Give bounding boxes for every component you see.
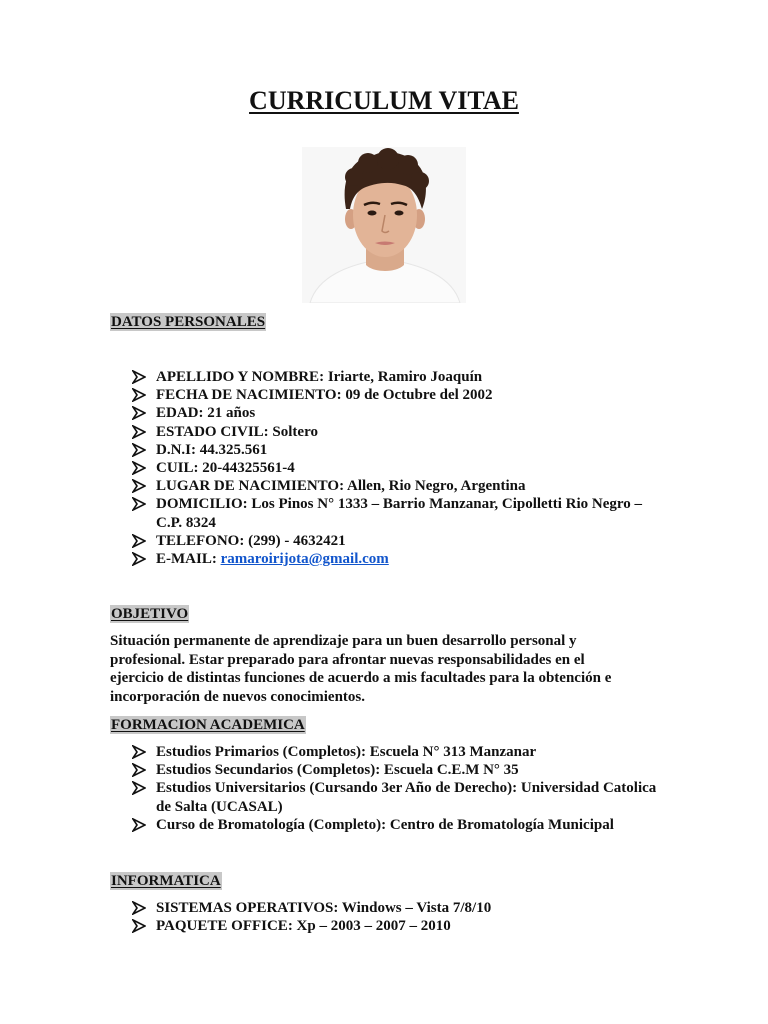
field-value: 44.325.561: [199, 441, 268, 458]
profile-photo: [302, 147, 466, 303]
list-item: [130, 423, 670, 441]
arrow-bullet-icon: [132, 901, 146, 915]
field-label: FECHA DE NACIMIENTO:: [156, 387, 342, 404]
field-label: DOMICILIO:: [156, 496, 248, 513]
arrow-bullet-icon: [132, 406, 146, 420]
field-label: CUIL:: [156, 460, 199, 477]
field-value: Soltero: [272, 423, 318, 440]
list-item: [130, 477, 670, 495]
list-item: [130, 761, 670, 779]
list-item: [130, 386, 670, 404]
education-item: Curso de Bromatología (Completo): Centro de Bromatología Municipal: [156, 816, 614, 833]
computing-item: PAQUETE OFFICE: Xp – 2003 – 2007 – 2010: [156, 918, 451, 935]
field-label: APELLIDO Y NOMBRE:: [156, 369, 325, 385]
section-heading-objetivo: OBJETIVO: [111, 606, 189, 622]
list-item: [130, 368, 670, 386]
field-label: LUGAR DE NACIMIENTO:: [156, 478, 345, 495]
section-heading-datos-personales: DATOS PERSONALES: [111, 314, 266, 330]
list-item: [130, 779, 670, 815]
section-heading-formacion-academica: FORMACION ACADEMICA: [111, 717, 305, 733]
list-item: [130, 743, 670, 761]
list-item: [130, 404, 670, 422]
computing-list: [130, 899, 670, 935]
list-item: [130, 899, 670, 917]
arrow-bullet-icon: [132, 818, 146, 832]
list-item: [130, 459, 670, 477]
arrow-bullet-icon: [132, 534, 146, 548]
arrow-bullet-icon: [132, 479, 146, 493]
list-item: [130, 532, 670, 550]
arrow-bullet-icon: [132, 425, 146, 439]
email-link[interactable]: ramaroirijota@gmail.com: [220, 551, 389, 568]
field-value: (299) - 4632421: [248, 532, 346, 549]
arrow-bullet-icon: [132, 461, 146, 475]
field-value: 09 de Octubre del 2002: [345, 387, 493, 404]
objective-paragraph: Situación permanente de aprendizaje para un buen desarrollo personal y profesional. Estar preparado para afrontar nuevas responsabilidades en el ejercicio de distintas funciones de acuerdo a mis facultades para la obtención e incorporación de nuevos conocimientos.: [110, 633, 612, 705]
field-label: E-MAIL:: [156, 551, 217, 568]
arrow-bullet-icon: [132, 781, 146, 795]
field-label: ESTADO CIVIL:: [156, 423, 269, 440]
section-heading-informatica: INFORMATICA: [111, 873, 221, 889]
portrait-image: [302, 147, 466, 303]
education-item: Estudios Secundarios (Completos): Escuela C.E.M N° 35: [156, 762, 519, 779]
arrow-bullet-icon: [132, 370, 146, 384]
arrow-bullet-icon: [132, 552, 146, 566]
personal-data-list: [130, 368, 670, 568]
computing-item: SISTEMAS OPERATIVOS: Windows – Vista 7/8/10: [156, 900, 492, 916]
list-item: [130, 441, 670, 459]
arrow-bullet-icon: [132, 919, 146, 933]
arrow-bullet-icon: [132, 763, 146, 777]
education-list: [130, 743, 670, 834]
list-item: [130, 917, 670, 935]
document-title: CURRICULUM VITAE: [249, 86, 519, 115]
field-label: TELEFONO:: [156, 532, 245, 549]
field-value: 20-44325561-4: [202, 460, 295, 477]
arrow-bullet-icon: [132, 745, 146, 759]
arrow-bullet-icon: [132, 443, 146, 457]
list-item: [130, 495, 670, 531]
arrow-bullet-icon: [132, 497, 146, 511]
field-value: Iriarte, Ramiro Joaquín: [327, 369, 483, 385]
list-item: [130, 550, 670, 568]
arrow-bullet-icon: [132, 388, 146, 402]
education-item: Estudios Universitarios (Cursando 3er Año de Derecho): Universidad Catolica de Salta (UCASAL): [156, 780, 657, 815]
list-item: [130, 816, 670, 834]
field-value: Allen, Rio Negro, Argentina: [347, 478, 526, 495]
education-item: Estudios Primarios (Completos): Escuela N° 313 Manzanar: [156, 744, 537, 760]
field-value: 21 años: [207, 405, 256, 422]
field-value: Los Pinos N° 1333 – Barrio Manzanar, Cipolletti Rio Negro – C.P. 8324: [156, 496, 642, 531]
field-label: D.N.I:: [156, 441, 196, 458]
field-label: EDAD:: [156, 405, 204, 422]
